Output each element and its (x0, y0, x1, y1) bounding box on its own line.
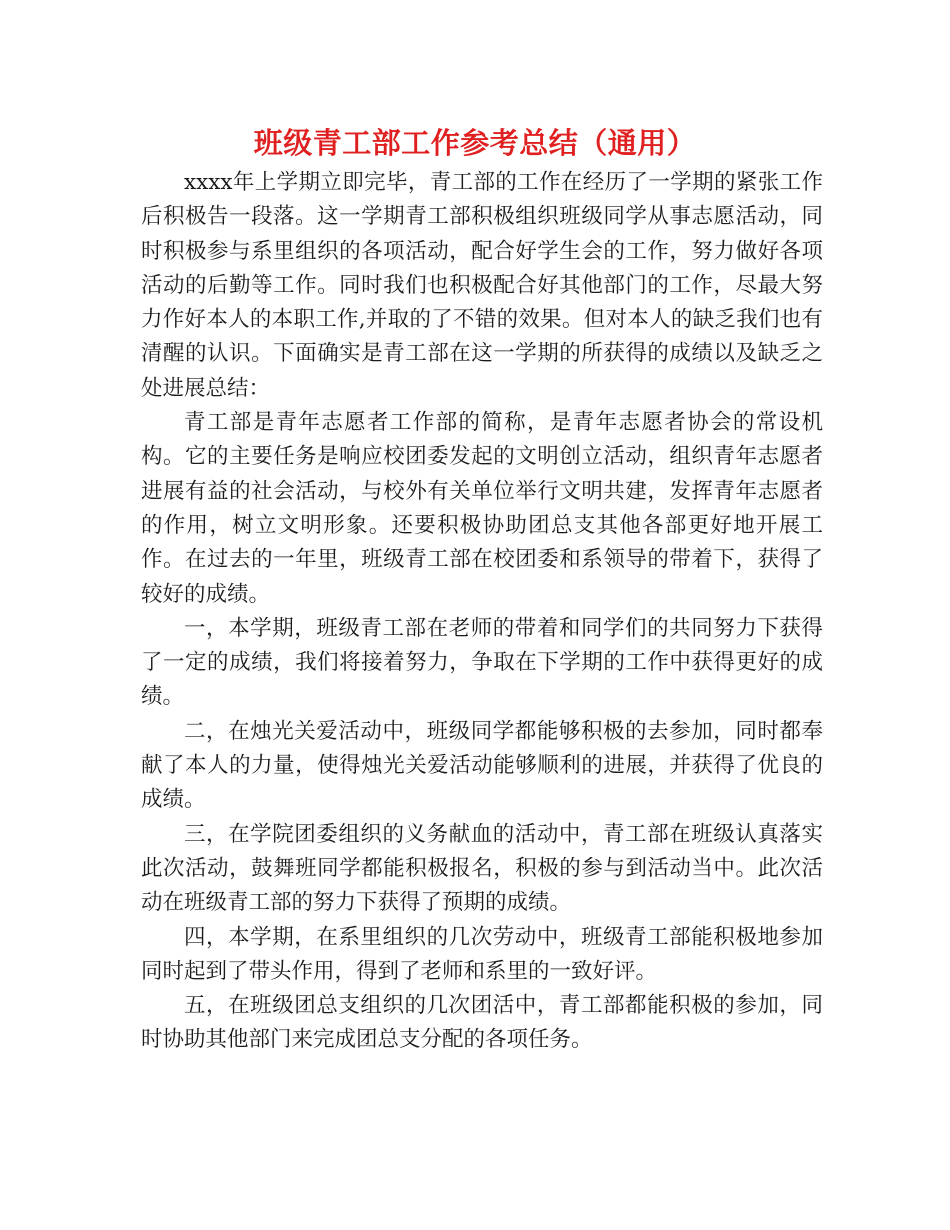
document-title: 班级青工部工作参考总结（通用） (253, 126, 697, 160)
paragraph-item-5: 五，在班级团总支组织的几次团活中，青工部都能积极的参加，同时协助其他部门来完成团总支分配的各项任务。 (141, 993, 823, 1053)
paragraph-item-3: 三，在学院团委组织的义务献血的活动中，青工部在班级认真落实此次活动，鼓舞班同学都能积极报名，积极的参与到活动当中。此次活动在班级青工部的努力下获得了预期的成绩。 (141, 821, 823, 916)
document-body (141, 166, 823, 1058)
paragraph-item-2: 二，在烛光关爱活动中，班级同学都能够积极的去参加，同时都奉献了本人的力量，使得烛光关爱活动能够顺利的进展，并获得了优良的成绩。 (141, 718, 823, 813)
paragraph-item-1: 一，本学期，班级青工部在老师的带着和同学们的共同努力下获得了一定的成绩，我们将接着努力，争取在下学期的工作中获得更好的成绩。 (141, 615, 823, 710)
paragraph-definition: 青工部是青年志愿者工作部的简称，是青年志愿者协会的常设机构。它的主要任务是响应校团委发起的文明创立活动，组织青年志愿者进展有益的社会活动，与校外有关单位举行文明共建，发挥青年志愿者的作用，树立文明形象。还要积极协助团总支其他各部更好地开展工作。在过去的一年里，班级青工部在校团委和系领导的带着下，获得了较好的成绩。 (141, 410, 823, 607)
paragraph-item-4: 四，本学期，在系里组织的几次劳动中，班级青工部能积极地参加同时起到了带头作用，得到了老师和系里的一致好评。 (141, 924, 823, 984)
paragraph-intro: xxxx年上学期立即完毕，青工部的工作在经历了一学期的紧张工作后积极告一段落。这一学期青工部积极组织班级同学从事志愿活动，同时积极参与系里组织的各项活动，配合好学生会的工作，努力做好各项活动的后勤等工作。同时我们也积极配合好其他部门的工作，尽最大努力作好本人的本职工作,并取的了不错的效果。但对本人的缺乏我们也有清醒的认识。下面确实是青工部在这一学期的所获得的成绩以及缺乏之处进展总结： (141, 170, 823, 401)
